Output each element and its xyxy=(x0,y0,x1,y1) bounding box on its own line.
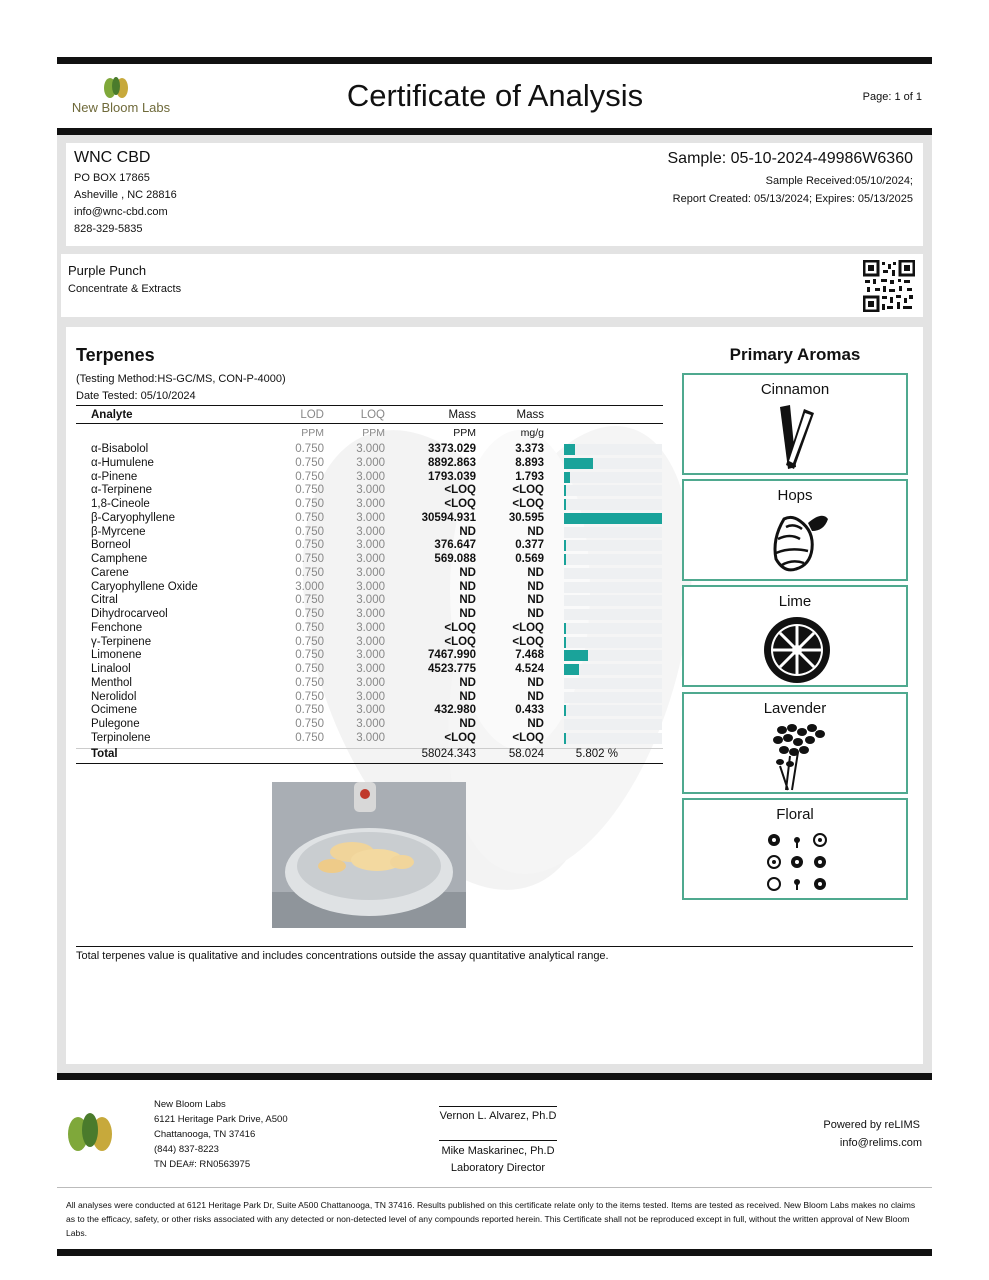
mass-ppm: 3373.029 xyxy=(428,443,476,455)
concentration-bar-track xyxy=(564,733,662,744)
loq-value: 3.000 xyxy=(356,580,385,593)
table-row xyxy=(76,566,663,580)
analyte-name: Borneol xyxy=(91,539,131,552)
mass-ppm: 376.647 xyxy=(434,539,476,552)
footer-rule xyxy=(57,1073,932,1080)
page-title: Certificate of Analysis xyxy=(346,78,644,113)
powered-email[interactable]: info@relims.com xyxy=(839,1137,922,1149)
total-percent: 5.802 % xyxy=(575,748,618,760)
lab-dea: TN DEA#: RN0563975 xyxy=(154,1159,251,1170)
concentration-bar-track xyxy=(564,485,662,496)
mass-mg: <LOQ xyxy=(512,635,544,648)
mass-mg: ND xyxy=(527,690,544,703)
total-label: Total xyxy=(91,748,118,760)
mass-ppm: ND xyxy=(459,566,476,579)
concentration-bar-track xyxy=(564,554,662,565)
concentration-bar xyxy=(564,650,588,661)
mass-mg: ND xyxy=(527,594,544,607)
lod-value: 0.750 xyxy=(295,443,324,455)
total-mg: 58.024 xyxy=(508,748,544,760)
table-row xyxy=(76,456,663,470)
lod-value: 0.750 xyxy=(295,690,324,703)
signature-line-2 xyxy=(439,1140,557,1141)
analyte-name: β-Caryophyllene xyxy=(91,511,175,524)
concentration-bar-track xyxy=(564,609,662,620)
analyte-name: Pulegone xyxy=(91,718,140,730)
concentration-bar xyxy=(564,623,566,634)
loq-value: 3.000 xyxy=(356,718,385,730)
loq-value: 3.000 xyxy=(356,649,385,662)
concentration-bar xyxy=(564,499,566,510)
loq-value: 3.000 xyxy=(356,690,385,703)
client-panel xyxy=(66,143,923,246)
lab-phone: (844) 837-8223 xyxy=(154,1144,219,1155)
loq-value: 3.000 xyxy=(356,470,385,483)
mass-ppm: 4523.775 xyxy=(428,663,476,675)
lod-value: 0.750 xyxy=(295,621,324,634)
header-rule xyxy=(57,128,932,135)
table-units xyxy=(76,426,663,440)
aroma-floral xyxy=(682,798,908,900)
concentration-bar xyxy=(564,554,566,565)
mass-ppm: <LOQ xyxy=(444,484,476,497)
analyte-name: α-Terpinene xyxy=(91,484,152,497)
loq-value: 3.000 xyxy=(356,594,385,607)
col-loq: LOQ xyxy=(360,409,385,421)
mass-ppm: <LOQ xyxy=(444,635,476,648)
unit-ppm: PPM xyxy=(453,427,476,439)
note-rule xyxy=(76,946,913,947)
mass-ppm: 432.980 xyxy=(434,704,476,717)
unit-loq: PPM xyxy=(362,427,385,439)
concentration-bar xyxy=(564,458,593,469)
concentration-bar xyxy=(564,733,566,744)
mass-ppm: <LOQ xyxy=(444,621,476,634)
total-ppm: 58024.343 xyxy=(421,748,476,760)
table-row xyxy=(76,731,663,745)
concentration-bar xyxy=(564,472,570,483)
mass-ppm: ND xyxy=(459,580,476,593)
product-category: Concentrate & Extracts xyxy=(68,283,182,295)
table-row xyxy=(76,648,663,662)
loq-value: 3.000 xyxy=(356,525,385,538)
lod-value: 0.750 xyxy=(295,663,324,675)
mass-ppm: ND xyxy=(459,594,476,607)
mass-mg: ND xyxy=(527,566,544,579)
lod-value: 0.750 xyxy=(295,676,324,689)
loq-value: 3.000 xyxy=(356,553,385,565)
table-row xyxy=(76,593,663,607)
mass-ppm: 30594.931 xyxy=(421,511,476,524)
concentration-bar xyxy=(564,664,579,675)
concentration-bar-track xyxy=(564,623,662,634)
lod-value: 0.750 xyxy=(295,731,324,744)
mass-mg: ND xyxy=(527,718,544,730)
mass-ppm: ND xyxy=(459,525,476,538)
mass-mg: <LOQ xyxy=(512,484,544,497)
aroma-label: Floral xyxy=(776,806,814,823)
logo xyxy=(66,76,176,116)
table-row xyxy=(76,552,663,566)
signature-line-1 xyxy=(439,1106,557,1107)
mass-mg: 1.793 xyxy=(515,470,544,483)
mass-ppm: 1793.039 xyxy=(428,470,476,483)
client-phone: 828-329-5835 xyxy=(74,223,143,235)
table-row xyxy=(76,717,663,731)
mass-mg: 0.377 xyxy=(515,539,544,552)
lod-value: 0.750 xyxy=(295,594,324,607)
aromas-title: Primary Aromas xyxy=(729,345,861,364)
concentration-bar xyxy=(564,485,566,496)
concentration-bar-track xyxy=(564,444,662,455)
analyte-name: α-Humulene xyxy=(91,456,154,469)
concentration-bar-track xyxy=(564,705,662,716)
table-row xyxy=(76,497,663,511)
loq-value: 3.000 xyxy=(356,676,385,689)
client-name: WNC CBD xyxy=(74,149,151,166)
mass-ppm: <LOQ xyxy=(444,731,476,744)
concentration-bar-track xyxy=(564,678,662,689)
cinnamon-icon xyxy=(774,403,820,473)
mass-mg: <LOQ xyxy=(512,498,544,510)
table-row xyxy=(76,525,663,539)
concentration-bar xyxy=(564,513,662,524)
loq-value: 3.000 xyxy=(356,635,385,648)
aroma-label: Cinnamon xyxy=(760,381,830,398)
mass-mg: 0.569 xyxy=(515,553,544,565)
concentration-bar-track xyxy=(564,595,662,606)
table-row xyxy=(76,621,663,635)
analyte-name: Camphene xyxy=(91,553,148,565)
disclaimer-rule xyxy=(57,1187,932,1188)
mass-mg: ND xyxy=(527,580,544,593)
loq-value: 3.000 xyxy=(356,566,385,579)
table-row xyxy=(76,442,663,456)
table-row xyxy=(76,690,663,704)
mass-mg: 0.433 xyxy=(515,704,544,717)
unit-lod: PPM xyxy=(301,427,324,439)
col-mass-mg: Mass xyxy=(516,409,544,421)
mass-mg: <LOQ xyxy=(512,621,544,634)
analyte-name: β-Myrcene xyxy=(91,525,146,538)
concentration-bar-track xyxy=(564,527,662,538)
logo-text: New Bloom Labs xyxy=(71,100,171,115)
analyte-name: Ocimene xyxy=(91,704,138,717)
aroma-label: Lime xyxy=(778,593,812,610)
col-analyte: Analyte xyxy=(91,409,133,421)
lod-value: 0.750 xyxy=(295,539,324,552)
mass-ppm: <LOQ xyxy=(444,498,476,510)
concentration-bar-track xyxy=(564,568,662,579)
mass-mg: 8.893 xyxy=(515,456,544,469)
testing-method: (Testing Method:HS-GC/MS, CON-P-4000) xyxy=(76,373,286,385)
analyte-name: Dihydrocarveol xyxy=(91,608,168,620)
table-header xyxy=(76,408,663,422)
floral-icon xyxy=(764,830,830,894)
concentration-bar-track xyxy=(564,582,662,593)
aroma-hops xyxy=(682,479,908,581)
analyte-name: Citral xyxy=(91,594,118,607)
mass-ppm: ND xyxy=(459,690,476,703)
mass-ppm: ND xyxy=(459,676,476,689)
product-name: Purple Punch xyxy=(68,263,147,278)
analyte-name: Linalool xyxy=(91,663,131,675)
table-row xyxy=(76,703,663,717)
lod-value: 0.750 xyxy=(295,704,324,717)
lod-value: 0.750 xyxy=(295,553,324,565)
loq-value: 3.000 xyxy=(356,621,385,634)
analyte-name: Caryophyllene Oxide xyxy=(91,580,198,593)
analyte-name: Menthol xyxy=(91,676,132,689)
analyte-name: α-Bisabolol xyxy=(91,443,149,455)
table-row xyxy=(76,662,663,676)
signer-2: Mike Maskarinec, Ph.D xyxy=(441,1145,555,1157)
top-rule xyxy=(57,57,932,64)
sample-received: Sample Received:05/10/2024; xyxy=(765,175,913,187)
loq-value: 3.000 xyxy=(356,663,385,675)
lod-value: 0.750 xyxy=(295,470,324,483)
loq-value: 3.000 xyxy=(356,731,385,744)
table-row xyxy=(76,676,663,690)
qr-code-icon[interactable] xyxy=(863,260,915,312)
disclaimer: All analyses were conducted at 6121 Heritage Park Dr, Suite A500 Chattanooga, TN 37416. Results published on this certificate relate only to the items tested. Items are tested as received. New Bloom Labs makes no claims as to the efficacy, safety, or other risks associated with any detected or non-detected level of any compounds reported herein. This Certificate shall not be reproduced except in full, without the written approval of New Bloom Labs. xyxy=(66,1200,916,1238)
loq-value: 3.000 xyxy=(356,539,385,552)
total-row xyxy=(76,747,663,761)
loq-value: 3.000 xyxy=(356,511,385,524)
lab-address2: Chattanooga, TN 37416 xyxy=(154,1129,256,1140)
analyte-name: Carene xyxy=(91,566,129,579)
table-row xyxy=(76,511,663,525)
lime-icon xyxy=(763,615,831,685)
concentration-bar-track xyxy=(564,472,662,483)
report-dates: Report Created: 05/13/2024; Expires: 05/13/2025 xyxy=(672,193,913,205)
table-row xyxy=(76,483,663,497)
mass-ppm: 569.088 xyxy=(434,553,476,565)
lod-value: 0.750 xyxy=(295,511,324,524)
terpene-note: Total terpenes value is qualitative and includes concentrations outside the assay quantitative analytical range. xyxy=(76,950,609,962)
lod-value: 0.750 xyxy=(295,566,324,579)
concentration-bar-track xyxy=(564,719,662,730)
analyte-name: Fenchone xyxy=(91,621,143,634)
concentration-bar xyxy=(564,705,566,716)
mass-ppm: 8892.863 xyxy=(428,456,476,469)
lod-value: 0.750 xyxy=(295,635,324,648)
aroma-lavender xyxy=(682,692,908,794)
analyte-name: Nerolidol xyxy=(91,690,137,703)
lod-value: 0.750 xyxy=(295,456,324,469)
lab-name: New Bloom Labs xyxy=(154,1099,226,1110)
loq-value: 3.000 xyxy=(356,704,385,717)
sample-photo xyxy=(272,782,466,928)
terpenes-title: Terpenes xyxy=(76,345,155,365)
mass-mg: ND xyxy=(527,608,544,620)
concentration-bar-track xyxy=(564,540,662,551)
footer-logo-icon xyxy=(64,1112,116,1154)
client-address2: Asheville , NC 28816 xyxy=(74,189,177,201)
client-email: info@wnc-cbd.com xyxy=(74,206,168,218)
mass-mg: ND xyxy=(527,525,544,538)
sample-id: Sample: 05-10-2024-49986W6360 xyxy=(667,150,913,167)
mass-ppm: ND xyxy=(459,718,476,730)
table-row xyxy=(76,635,663,649)
lod-value: 0.750 xyxy=(295,718,324,730)
page-number: Page: 1 of 1 xyxy=(862,91,922,103)
lab-address1: 6121 Heritage Park Drive, A500 xyxy=(154,1114,288,1125)
concentration-bar-track xyxy=(564,692,662,703)
hops-icon xyxy=(764,509,830,579)
concentration-bar xyxy=(564,540,566,551)
aroma-label: Hops xyxy=(777,487,813,504)
lod-value: 0.750 xyxy=(295,649,324,662)
aroma-label: Lavender xyxy=(763,700,827,717)
concentration-bar-track xyxy=(564,499,662,510)
sample-dish-image xyxy=(272,782,466,928)
aroma-cinnamon xyxy=(682,373,908,475)
mass-mg: 3.373 xyxy=(515,443,544,455)
analyte-name: Terpinolene xyxy=(91,731,151,744)
concentration-bar-track xyxy=(564,664,662,675)
signer-2-title: Laboratory Director xyxy=(450,1162,546,1174)
table-row xyxy=(76,470,663,484)
table-row xyxy=(76,580,663,594)
mass-ppm: ND xyxy=(459,608,476,620)
product-panel xyxy=(61,254,923,317)
table-row xyxy=(76,538,663,552)
col-mass-ppm: Mass xyxy=(448,409,476,421)
col-lod: LOD xyxy=(300,409,324,421)
analyte-name: α-Pinene xyxy=(91,470,138,483)
concentration-bar-track xyxy=(564,637,662,648)
analyte-name: γ-Terpinene xyxy=(91,635,152,648)
lab-info xyxy=(154,1097,288,1172)
date-tested: Date Tested: 05/10/2024 xyxy=(76,390,196,402)
loq-value: 3.000 xyxy=(356,498,385,510)
loq-value: 3.000 xyxy=(356,456,385,469)
concentration-bar xyxy=(564,444,575,455)
loq-value: 3.000 xyxy=(356,608,385,620)
lod-value: 3.000 xyxy=(295,580,324,593)
client-address1: PO BOX 17865 xyxy=(74,172,150,184)
lod-value: 0.750 xyxy=(295,498,324,510)
unit-mg: mg/g xyxy=(520,427,544,439)
concentration-bar xyxy=(564,637,566,648)
bottom-rule xyxy=(57,1249,932,1256)
lavender-icon xyxy=(768,722,828,792)
mass-mg: 4.524 xyxy=(515,663,544,675)
mass-mg: 30.595 xyxy=(508,511,544,524)
loq-value: 3.000 xyxy=(356,443,385,455)
aroma-lime xyxy=(682,585,908,687)
mass-mg: <LOQ xyxy=(512,731,544,744)
analyte-name: Limonene xyxy=(91,649,142,662)
signer-1: Vernon L. Alvarez, Ph.D xyxy=(439,1110,557,1122)
analyte-name: 1,8-Cineole xyxy=(91,498,150,510)
lod-value: 0.750 xyxy=(295,484,324,497)
powered-by: Powered by reLIMS xyxy=(823,1119,920,1131)
loq-value: 3.000 xyxy=(356,484,385,497)
lod-value: 0.750 xyxy=(295,525,324,538)
mass-ppm: 7467.990 xyxy=(428,649,476,662)
mass-mg: 7.468 xyxy=(515,649,544,662)
mass-mg: ND xyxy=(527,676,544,689)
lod-value: 0.750 xyxy=(295,608,324,620)
table-row xyxy=(76,607,663,621)
